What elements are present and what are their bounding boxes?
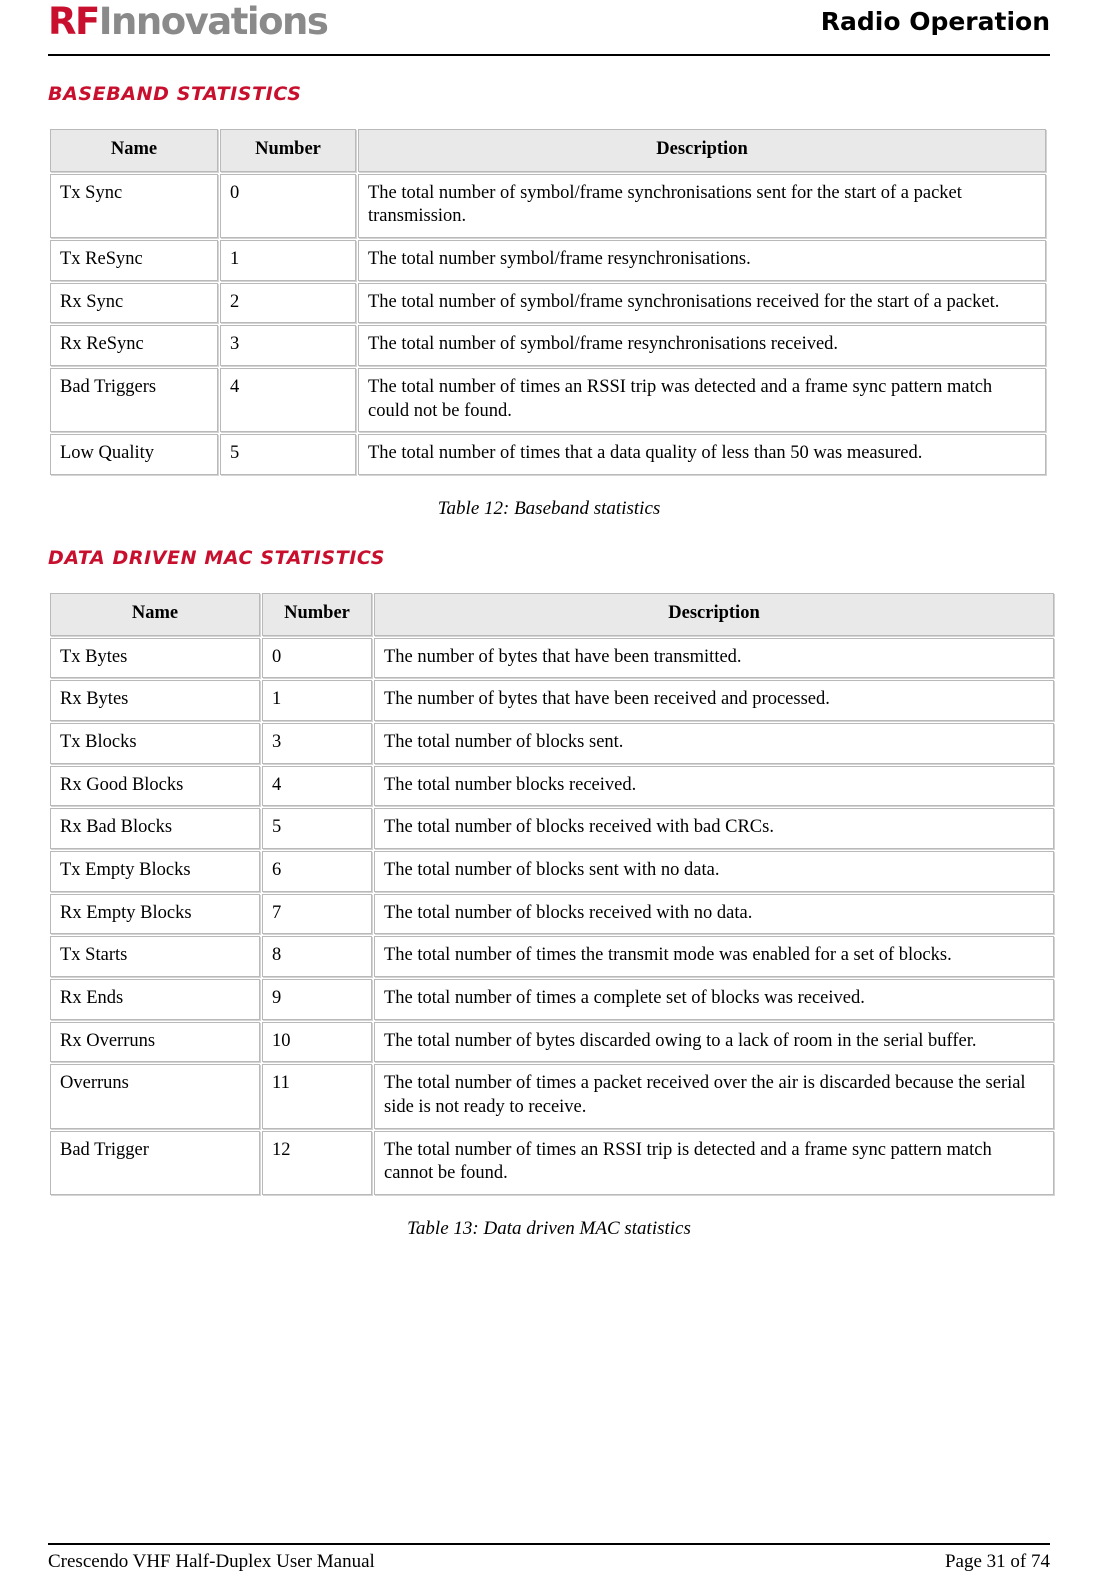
table-caption-12: Table 12: Baseband statistics xyxy=(437,498,661,520)
rfinnovations-logo xyxy=(48,0,327,44)
cell-name: Tx Starts xyxy=(50,936,260,977)
cell-name: Rx Ends xyxy=(50,979,260,1020)
table-row xyxy=(50,894,1054,935)
cell-description: The total number of times an RSSI trip is detected and a frame sync pattern match cannot be found. xyxy=(374,1131,1054,1195)
cell-number: 10 xyxy=(262,1022,372,1063)
cell-number: 5 xyxy=(262,808,372,849)
cell-description: The total number of symbol/frame synchronisations sent for the start of a packet transmission. xyxy=(358,174,1046,238)
footer-manual-title: Crescendo VHF Half-Duplex User Manual xyxy=(48,1551,375,1572)
cell-description: The total number of blocks received with no data. xyxy=(374,894,1054,935)
cell-name: Bad Triggers xyxy=(50,368,218,432)
cell-name: Tx Bytes xyxy=(50,638,260,679)
table-caption-13: Table 13: Data driven MAC statistics xyxy=(407,1218,691,1240)
cell-name: Tx Sync xyxy=(50,174,218,238)
cell-description: The total number of times an RSSI trip was detected and a frame sync pattern match could not be found. xyxy=(358,368,1046,432)
cell-name: Rx Empty Blocks xyxy=(50,894,260,935)
cell-number: 4 xyxy=(262,766,372,807)
table-row xyxy=(50,979,1054,1020)
table-row xyxy=(50,638,1054,679)
page-title: Radio Operation xyxy=(820,7,1050,36)
table-row xyxy=(50,680,1054,721)
table-row xyxy=(50,1131,1054,1195)
cell-number: 7 xyxy=(262,894,372,935)
cell-number: 3 xyxy=(262,723,372,764)
footer-page-number: Page 31 of 74 xyxy=(944,1551,1050,1572)
cell-description: The total number of times the transmit mode was enabled for a set of blocks. xyxy=(374,936,1054,977)
cell-number: 0 xyxy=(220,174,356,238)
table-header-row xyxy=(50,129,1046,172)
cell-name: Rx Good Blocks xyxy=(50,766,260,807)
cell-description: The total number of times a complete set of blocks was received. xyxy=(374,979,1054,1020)
cell-number: 3 xyxy=(220,325,356,366)
cell-description: The total number symbol/frame resynchronisations. xyxy=(358,240,1046,281)
cell-name: Tx Blocks xyxy=(50,723,260,764)
cell-number: 1 xyxy=(220,240,356,281)
cell-name: Tx Empty Blocks xyxy=(50,851,260,892)
section-heading-baseband-statistics: BASEBAND STATISTICS xyxy=(48,83,302,105)
cell-number: 11 xyxy=(262,1064,372,1128)
cell-description: The number of bytes that have been transmitted. xyxy=(374,638,1054,679)
table-row xyxy=(50,240,1046,281)
baseband-statistics-table xyxy=(48,127,1048,477)
table-row xyxy=(50,808,1054,849)
cell-name: Rx ReSync xyxy=(50,325,218,366)
cell-description: The total number of symbol/frame synchronisations received for the start of a packet. xyxy=(358,283,1046,324)
cell-description: The total number of times that a data quality of less than 50 was measured. xyxy=(358,434,1046,475)
cell-name: Rx Bad Blocks xyxy=(50,808,260,849)
cell-description: The number of bytes that have been received and processed. xyxy=(374,680,1054,721)
cell-number: 12 xyxy=(262,1131,372,1195)
table-row xyxy=(50,325,1046,366)
column-header-number: Number xyxy=(220,129,356,172)
cell-description: The total number of bytes discarded owing to a lack of room in the serial buffer. xyxy=(374,1022,1054,1063)
page-footer xyxy=(48,1543,1050,1573)
table-header-row xyxy=(50,593,1054,636)
cell-description: The total number of blocks sent. xyxy=(374,723,1054,764)
cell-number: 6 xyxy=(262,851,372,892)
logo-text-rf: RF xyxy=(48,0,99,43)
table-row xyxy=(50,174,1046,238)
cell-name: Low Quality xyxy=(50,434,218,475)
cell-name: Bad Trigger xyxy=(50,1131,260,1195)
table-row xyxy=(50,434,1046,475)
cell-description: The total number of times a packet received over the air is discarded because the serial side is not ready to receive. xyxy=(374,1064,1054,1128)
column-header-description: Description xyxy=(374,593,1054,636)
cell-number: 4 xyxy=(220,368,356,432)
table-row xyxy=(50,1022,1054,1063)
cell-number: 1 xyxy=(262,680,372,721)
page-header xyxy=(48,0,1050,56)
baseband-statistics-table-wrap xyxy=(48,127,1050,477)
cell-description: The total number of symbol/frame resynchronisations received. xyxy=(358,325,1046,366)
cell-number: 5 xyxy=(220,434,356,475)
cell-description: The total number blocks received. xyxy=(374,766,1054,807)
column-header-name: Name xyxy=(50,129,218,172)
cell-description: The total number of blocks sent with no data. xyxy=(374,851,1054,892)
logo-text-innovations: Innovations xyxy=(98,0,328,43)
table-row xyxy=(50,936,1054,977)
column-header-name: Name xyxy=(50,593,260,636)
cell-description: The total number of blocks received with bad CRCs. xyxy=(374,808,1054,849)
cell-name: Rx Overruns xyxy=(50,1022,260,1063)
mac-statistics-table xyxy=(48,591,1056,1197)
cell-name: Overruns xyxy=(50,1064,260,1128)
table-row xyxy=(50,283,1046,324)
column-header-number: Number xyxy=(262,593,372,636)
table-row xyxy=(50,851,1054,892)
column-header-description: Description xyxy=(358,129,1046,172)
section-heading-data-driven-mac-statistics: DATA DRIVEN MAC STATISTICS xyxy=(48,547,386,570)
table-row xyxy=(50,723,1054,764)
mac-statistics-table-wrap xyxy=(48,591,1050,1197)
cell-number: 9 xyxy=(262,979,372,1020)
cell-number: 8 xyxy=(262,936,372,977)
cell-name: Rx Bytes xyxy=(50,680,260,721)
table-row xyxy=(50,766,1054,807)
cell-name: Tx ReSync xyxy=(50,240,218,281)
cell-name: Rx Sync xyxy=(50,283,218,324)
table-row xyxy=(50,1064,1054,1128)
cell-number: 2 xyxy=(220,283,356,324)
table-row xyxy=(50,368,1046,432)
cell-number: 0 xyxy=(262,638,372,679)
